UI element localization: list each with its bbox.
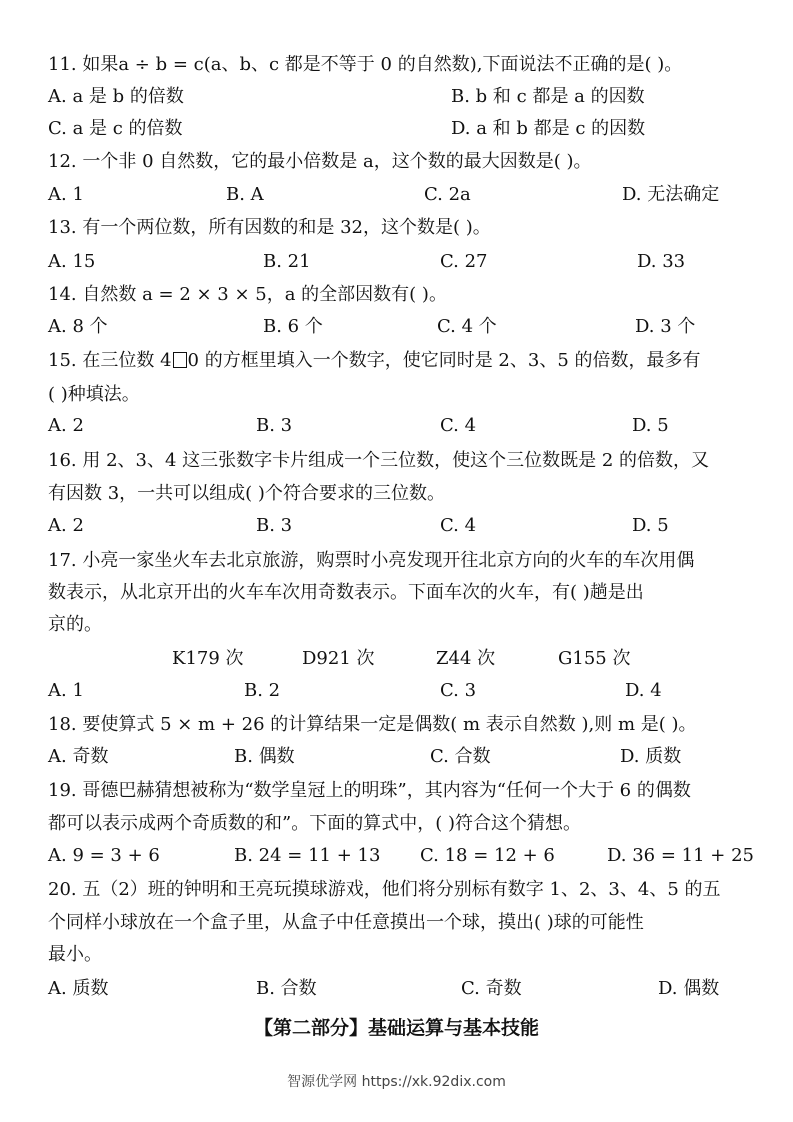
question-19-option-a: A. 9 = 3 + 6 (48, 845, 160, 866)
question-17-option-d: D. 4 (625, 680, 662, 701)
question-11-stem: 11. 如果a ÷ b = c(a、b、c 都是不等于 0 的自然数),下面说法不正确的是( )。 (48, 54, 683, 75)
question-20-option-d: D. 偶数 (658, 978, 720, 999)
question-18-option-c: C. 合数 (430, 746, 491, 767)
question-17-stem: 17. 小亮一家坐火车去北京旅游，购票时小亮发现开往北京方向的火车的车次用偶 (48, 550, 695, 571)
question-18-option-a: A. 奇数 (48, 746, 109, 767)
train-number: Z44 次 (436, 648, 496, 669)
question-15-stem-after: 0 的方框里填入一个数字，使它同时是 2、3、5 的倍数，最多有 (187, 350, 701, 371)
train-number: K179 次 (172, 648, 244, 669)
question-19-option-d: D. 36 = 11 + 25 (607, 845, 754, 866)
question-18-option-d: D. 质数 (620, 746, 682, 767)
question-11-option-b: B. b 和 c 都是 a 的因数 (451, 86, 645, 107)
question-13-option-c: C. 27 (440, 251, 488, 272)
question-17-stem-line-3: 京的。 (48, 614, 102, 635)
question-13-option-a: A. 15 (48, 251, 96, 272)
question-15-option-d: D. 5 (632, 415, 669, 436)
question-15-option-c: C. 4 (440, 415, 477, 436)
question-16-stem-line-2: 有因数 3，一共可以组成( )个符合要求的三位数。 (48, 483, 445, 504)
question-15-option-b: B. 3 (256, 415, 293, 436)
question-11-option-d: D. a 和 b 都是 c 的因数 (451, 118, 646, 139)
train-number: D921 次 (302, 648, 375, 669)
question-13-stem: 13. 有一个两位数，所有因数的和是 32，这个数是( )。 (48, 217, 491, 238)
question-17-option-a: A. 1 (48, 680, 84, 701)
question-13-option-b: B. 21 (263, 251, 311, 272)
question-16-option-b: B. 3 (256, 515, 293, 536)
question-15-stem (48, 350, 701, 372)
question-20-stem: 20. 五（2）班的钟明和王亮玩摸球游戏，他们将分别标有数字 1、2、3、4、5 的五 (48, 879, 721, 900)
footer-watermark: 智源优学网 https://xk.92dix.com (287, 1074, 506, 1090)
question-15-option-a: A. 2 (48, 415, 84, 436)
question-17-stem-line-2: 数表示，从北京开出的火车车次用奇数表示。下面车次的火车，有( )趟是出 (48, 582, 644, 603)
question-20-stem-line-3: 最小。 (48, 944, 102, 965)
question-12-option-d: D. 无法确定 (622, 184, 720, 205)
question-18-stem: 18. 要使算式 5 × m + 26 的计算结果一定是偶数( m 表示自然数 ),则 m 是( )。 (48, 714, 697, 735)
question-17-option-c: C. 3 (440, 680, 477, 701)
train-number: G155 次 (558, 648, 631, 669)
question-14-option-b: B. 6 个 (263, 316, 323, 337)
question-12-option-a: A. 1 (48, 184, 84, 205)
question-12-option-c: C. 2a (424, 184, 471, 205)
question-14-option-a: A. 8 个 (48, 316, 108, 337)
question-20-option-c: C. 奇数 (461, 978, 522, 999)
question-14-stem: 14. 自然数 a = 2 × 3 × 5，a 的全部因数有( )。 (48, 284, 447, 305)
question-16-stem: 16. 用 2、3、4 这三张数字卡片组成一个三位数，使这个三位数既是 2 的倍数，又 (48, 450, 710, 471)
question-15-stem-line-2: ( )种填法。 (48, 384, 140, 405)
question-12-stem: 12. 一个非 0 自然数，它的最小倍数是 a，这个数的最大因数是( )。 (48, 151, 592, 172)
question-18-option-b: B. 偶数 (234, 746, 295, 767)
question-19-option-c: C. 18 = 12 + 6 (420, 845, 555, 866)
question-15-stem-before: 15. 在三位数 4 (48, 350, 172, 371)
question-20-stem-line-2: 个同样小球放在一个盒子里，从盒子中任意摸出一个球，摸出( )球的可能性 (48, 912, 644, 933)
question-17-option-b: B. 2 (244, 680, 281, 701)
question-19-option-b: B. 24 = 11 + 13 (234, 845, 381, 866)
question-16-option-a: A. 2 (48, 515, 84, 536)
question-14-option-c: C. 4 个 (437, 316, 497, 337)
blank-box-icon (173, 352, 187, 368)
question-16-option-c: C. 4 (440, 515, 477, 536)
section-title: 【第二部分】基础运算与基本技能 (253, 1017, 539, 1039)
question-16-option-d: D. 5 (632, 515, 669, 536)
question-19-stem-line-2: 都可以表示成两个奇质数的和”。下面的算式中，( )符合这个猜想。 (48, 813, 581, 834)
question-11-option-a: A. a 是 b 的倍数 (48, 86, 184, 107)
question-20-option-b: B. 合数 (256, 978, 317, 999)
question-19-stem: 19. 哥德巴赫猜想被称为“数学皇冠上的明珠”，其内容为“任何一个大于 6 的偶数 (48, 780, 691, 801)
question-13-option-d: D. 33 (637, 251, 686, 272)
question-12-option-b: B. A (226, 184, 264, 205)
question-11-option-c: C. a 是 c 的倍数 (48, 118, 183, 139)
question-20-option-a: A. 质数 (48, 978, 109, 999)
question-14-option-d: D. 3 个 (635, 316, 696, 337)
